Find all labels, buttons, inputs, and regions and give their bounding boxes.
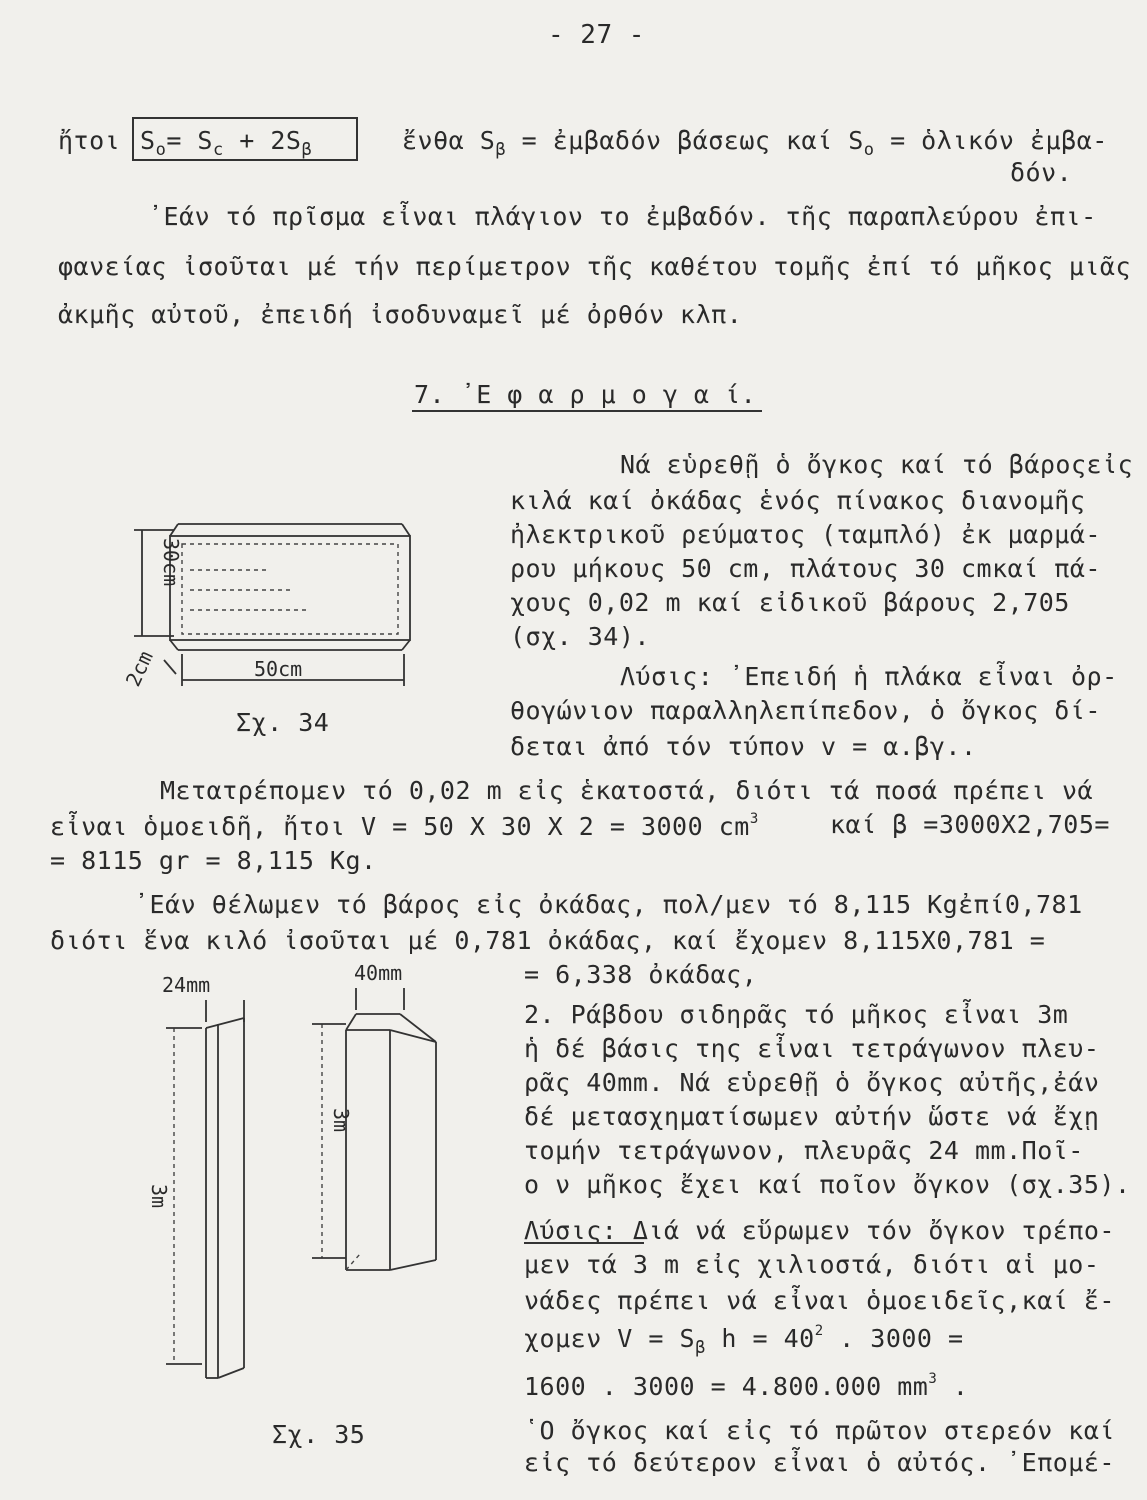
solution-2-line: Λύσις: Διά νά εὕρωμεν τόν ὄγκον τρέπο- [524,1216,1115,1245]
figure-35-caption: Σχ. 35 [272,1420,366,1449]
closing-line: ῾Ο ὄγκος καί εἰς τό πρῶτον στερεόν καί [524,1416,1115,1445]
figure-35-drawing [147,958,460,1398]
solution-line: θογώνιον παραλληλεπίπεδον, ὁ ὄγκος δί- [510,696,1101,725]
formula-explanation-end: δόν. [1010,158,1073,187]
figure-34-height-label: 30cm [159,538,183,587]
paragraph-line: ἀκμῆς αὐτοῦ, ἐπειδή ἰσοδυναμεῖ μέ ὀρθόν κλπ. [58,300,743,329]
problem-2-line: τομήν τετράγωνον, πλευρᾶς 24 mm.Ποῖ- [524,1136,1084,1165]
conversion-line: Μετατρέπομεν τό 0,02 m εἰς ἑκατοστά, διότι τά ποσά πρέπει νά [160,776,1094,805]
formula-prefix: ἤτοι [58,126,121,155]
solution-2-underline [524,1242,644,1244]
conversion-line: εἶναι ὁμοειδῆ, ἤτοι V = 50 X 30 X 2 = 3000 $cm^3$ [50,811,759,841]
figure-34-caption: Σχ. 34 [236,708,330,737]
formula-explanation: ἔνθα $S_\beta$ = ἐμβαδόν βάσεως καί $S_o$ = ὁλικόν ἐμβα- [402,126,1108,160]
problem-2-line: δέ μετασχηματίσωμεν αὐτήν ὥστε νά ἔχῃ [524,1102,1100,1131]
paragraph-line: ᾽Εάν τό πρῖσμα εἶναι πλάγιον το ἐμβαδόν. τῆς παραπλεύρου ἐπι- [148,202,1097,231]
solution-line: δεται ἀπό τόν τύπον v = α.βγ.. [510,732,977,761]
problem-line: κιλά καί ὀκάδας ἑνός πίνακος διανομῆς [510,486,1086,515]
problem-line: Νά εὑρεθῇ ὁ ὄγκος καί τό βάροςεἰς [620,450,1134,479]
figure-34-drawing [120,510,430,700]
section-heading: 7. ᾽Ε φ α ρ μ ο γ α ί. [414,380,757,409]
okades-line: = 6,338 ὀκάδας, [524,960,758,989]
problem-line: χους 0,02 m καί εἰδικοῦ βάρους 2,705 [510,588,1070,617]
figure-34-depth-label: 2cm [120,647,158,691]
figure-35-40mm-label: 40mm [354,961,403,985]
figure-35-length-label: 3m [147,1184,171,1209]
problem-2-line: ἡ δέ βάσις της εἶναι τετράγωνον πλευ- [524,1034,1100,1063]
solution-2-line: χομεν $V = S_\beta$ $h = 40^2$ . 3000 = [524,1323,964,1358]
okades-line: ᾽Εάν θέλωμεν τό βάρος εἰς ὀκάδας, πολ/μεν τό 8,115 Kgἐπί0,781 [134,890,1083,919]
okades-line: διότι ἕνα κιλό ἰσοῦται μέ 0,781 ὀκάδας, καί ἔχομεν 8,115X0,781 = [50,926,1046,955]
problem-2-line: 2. Ράβδου σιδηρᾶς τό μῆκος εἶναι 3m [524,1000,1069,1029]
heading-underline [412,410,762,412]
figure-34-width-label: 50cm [254,657,303,681]
paragraph-line: φανείας ἰσοῦται μέ τήν περίμετρον τῆς καθέτου τομῆς ἐπί τό μῆκος μιᾶς [58,252,1132,281]
problem-2-line: ο ν μῆκος ἔχει καί ποῖον ὄγκον (σχ.35). [524,1170,1131,1199]
closing-line: εἰς τό δεύτερον εἶναι ὁ αὐτός. ᾽Επομέ- [524,1448,1115,1477]
solution-2-line: 1600 . 3000 = 4.800.000 $mm^3$ . [524,1371,969,1401]
conversion-line: = 8115 gr = 8,115 Kg. [50,846,377,875]
page-number: - 27 - [548,20,645,50]
problem-line: (σχ. 34). [510,622,650,651]
solution-2-line: νάδες πρέπει νά εἶναι ὁμοειδεῖς,καί ἔ- [524,1286,1115,1315]
figure-35-3m-label: 3m [329,1108,353,1133]
formula-expression: $S_o= S_c + 2S_\beta$ [140,126,313,160]
conversion-line-end: καί β =3000X2,705= [830,810,1110,839]
problem-line: ρου μήκους 50 cm, πλάτους 30 cmκαί πά- [510,554,1101,583]
figure-35-24mm-label: 24mm [162,973,211,997]
problem-line: ἠλεκτρικοῦ ρεύματος (ταμπλό) ἐκ μαρμά- [510,520,1101,549]
problem-2-line: ρᾶς 40mm. Νά εὑρεθῇ ὁ ὄγκος αὐτῆς,ἐάν [524,1068,1100,1097]
solution-2-line: μεν τά 3 m εἰς χιλιοστά, διότι αἱ μο- [524,1250,1100,1279]
solution-line: Λύσις: ᾽Επειδή ἡ πλάκα εἶναι ὀρ- [620,662,1118,691]
